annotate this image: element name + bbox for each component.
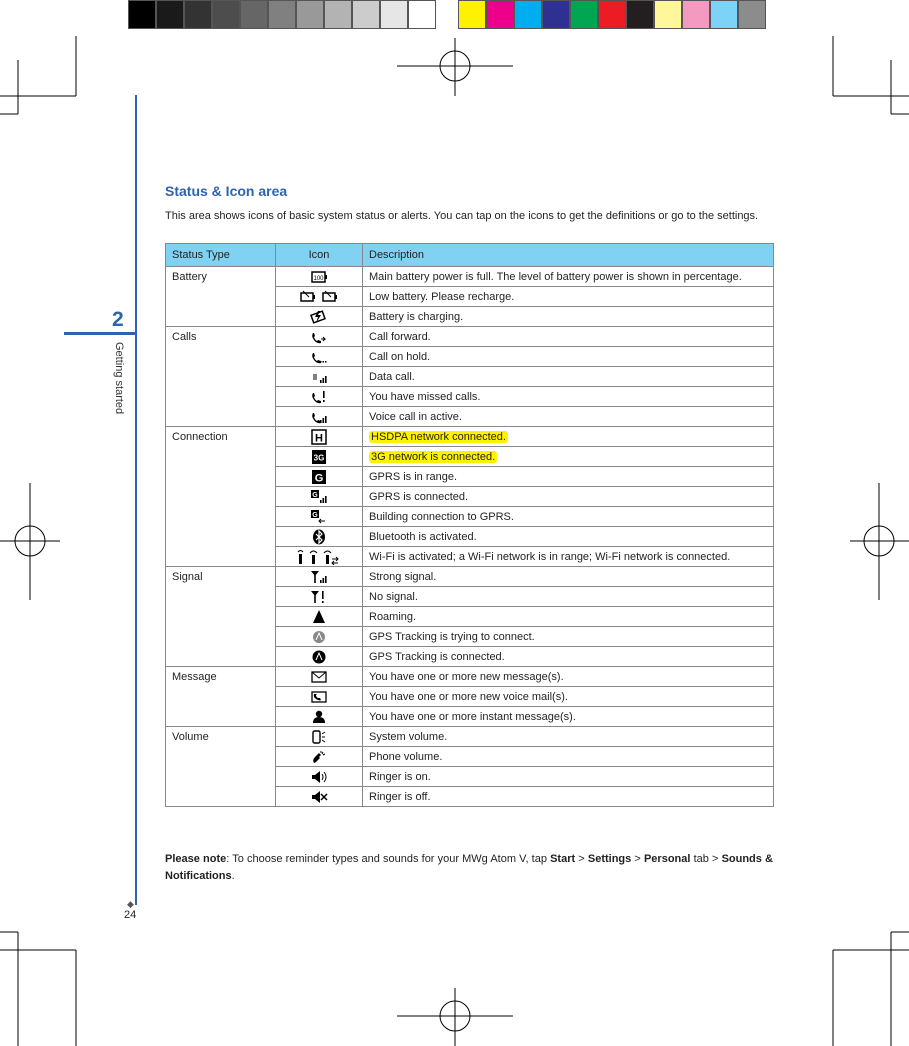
description-text: Ringer is off.: [369, 790, 431, 803]
description-cell: [363, 667, 774, 687]
description-cell: [363, 387, 774, 407]
ringer-on-icon: [276, 767, 363, 787]
table-header-row: [166, 244, 774, 267]
instant-message-icon: [276, 707, 363, 727]
chapter-title: Getting started: [113, 342, 125, 415]
description-cell: [363, 367, 774, 387]
svg-text:H: H: [315, 432, 323, 444]
description-cell: [363, 427, 774, 447]
registration-mark-right: [850, 483, 909, 600]
header-icon: Icon: [276, 244, 363, 267]
description-text: You have one or more new message(s).: [369, 670, 564, 683]
new-message-icon: [276, 667, 363, 687]
battery-charging-icon: [276, 307, 363, 327]
note-separator-1: >: [575, 853, 588, 865]
description-cell: [363, 647, 774, 667]
wifi-icon: [276, 547, 363, 567]
gps-connecting-icon: [276, 627, 363, 647]
registration-mark-bottom: [397, 988, 513, 1046]
header-description: Description: [363, 244, 774, 267]
call-hold-icon: [276, 347, 363, 367]
description-cell: [363, 687, 774, 707]
battery-full-icon: [276, 267, 363, 287]
roaming-icon: [276, 607, 363, 627]
description-text: GPS Tracking is connected.: [369, 650, 505, 663]
3g-icon: [276, 447, 363, 467]
description-text: Main battery power is full. The level of battery power is shown in percentage.: [369, 270, 742, 283]
description-cell: [363, 407, 774, 427]
description-cell: [363, 267, 774, 287]
description-text: Low battery. Please recharge.: [369, 290, 515, 303]
note-sounds: Sounds & Notifications: [165, 853, 773, 882]
description-cell: [363, 347, 774, 367]
description-cell: [363, 627, 774, 647]
chapter-rule: [135, 95, 137, 905]
status-type-cell: Signal: [166, 567, 276, 667]
description-cell: [363, 567, 774, 587]
status-type-cell: Calls: [166, 327, 276, 427]
description-text: Bluetooth is activated.: [369, 530, 477, 543]
description-text: Voice call in active.: [369, 410, 462, 423]
section-title: Status & Icon area: [165, 183, 288, 199]
description-text: Building connection to GPRS.: [369, 510, 514, 523]
description-cell: [363, 327, 774, 347]
description-cell: [363, 787, 774, 807]
system-volume-icon: [276, 727, 363, 747]
voice-mail-icon: [276, 687, 363, 707]
note-start: Start: [550, 853, 576, 865]
note-separator-2: >: [631, 853, 644, 865]
description-text: Roaming.: [369, 610, 417, 623]
note-personal: Personal: [643, 853, 691, 865]
description-cell: [363, 707, 774, 727]
description-text: HSDPA network connected.: [371, 430, 506, 443]
description-text: You have one or more instant message(s).: [369, 710, 576, 723]
phone-volume-icon: [276, 747, 363, 767]
intro-paragraph: This area shows icons of basic system status or alerts. You can tap on the icons to get the definitions or go to the settings.: [165, 210, 759, 222]
description-text: Data call.: [369, 370, 415, 383]
table-row: [166, 427, 774, 447]
header-status-type: Status Type: [166, 244, 276, 267]
note-text-1: : To choose reminder types and sounds for your MWg Atom V, tap: [226, 853, 551, 865]
description-text: 3G network is connected.: [371, 450, 496, 463]
description-cell: [363, 747, 774, 767]
description-cell: [363, 287, 774, 307]
description-cell: [363, 767, 774, 787]
bluetooth-icon: [276, 527, 363, 547]
svg-text:100: 100: [313, 275, 324, 282]
table-row: [166, 327, 774, 347]
registration-mark-left: [0, 483, 60, 600]
call-forward-icon: [276, 327, 363, 347]
svg-text:G: G: [312, 491, 318, 499]
note-end: .: [231, 870, 235, 882]
description-text: GPRS is connected.: [369, 490, 469, 503]
description-text: Phone volume.: [369, 750, 443, 763]
description-text: Call forward.: [369, 330, 431, 343]
table-row: [166, 727, 774, 747]
chapter-number: 2: [112, 308, 124, 331]
description-text: You have missed calls.: [369, 390, 481, 403]
note-text-2: tab >: [690, 853, 722, 865]
table-row: [166, 267, 774, 287]
status-type-cell: Connection: [166, 427, 276, 567]
registration-mark-top: [397, 38, 513, 96]
table-row: [166, 567, 774, 587]
description-text: GPRS is in range.: [369, 470, 458, 483]
svg-text:G: G: [312, 511, 318, 519]
description-cell: [363, 527, 774, 547]
gps-connected-icon: [276, 647, 363, 667]
svg-text:G: G: [314, 472, 324, 484]
description-text: No signal.: [369, 590, 418, 603]
svg-text:3G: 3G: [313, 453, 325, 462]
diamond-icon: ◆: [127, 899, 134, 909]
status-type-cell: Battery: [166, 267, 276, 327]
missed-call-icon: [276, 387, 363, 407]
no-signal-icon: [276, 587, 363, 607]
description-text: System volume.: [369, 730, 448, 743]
description-cell: [363, 547, 774, 567]
description-text: You have one or more new voice mail(s).: [369, 690, 568, 703]
chapter-tab-bar: [64, 332, 136, 335]
ringer-off-icon: [276, 787, 363, 807]
gprs-building-icon: [276, 507, 363, 527]
data-call-icon: [276, 367, 363, 387]
note-settings: Settings: [587, 853, 632, 865]
description-text: Strong signal.: [369, 570, 437, 583]
note-label: Please note: [165, 853, 227, 865]
gprs-range-icon: [276, 467, 363, 487]
description-cell: [363, 727, 774, 747]
hsdpa-icon: [276, 427, 363, 447]
description-text: Ringer is on.: [369, 770, 431, 783]
strong-signal-icon: [276, 567, 363, 587]
description-cell: [363, 507, 774, 527]
description-text: Wi-Fi is activated; a Wi-Fi network is in range; Wi-Fi network is connected.: [369, 550, 731, 563]
description-cell: [363, 487, 774, 507]
description-cell: [363, 587, 774, 607]
page-number: 24: [124, 909, 137, 921]
status-icon-table: [165, 243, 774, 807]
status-type-cell: Message: [166, 667, 276, 727]
description-text: Call on hold.: [369, 350, 431, 363]
description-cell: [363, 467, 774, 487]
description-cell: [363, 307, 774, 327]
voice-call-icon: [276, 407, 363, 427]
description-text: GPS Tracking is trying to connect.: [369, 630, 535, 643]
status-type-cell: Volume: [166, 727, 276, 807]
please-note: [165, 851, 773, 885]
table-row: [166, 667, 774, 687]
description-cell: [363, 607, 774, 627]
description-text: Battery is charging.: [369, 310, 464, 323]
gprs-connected-icon: [276, 487, 363, 507]
description-cell: [363, 447, 774, 467]
battery-low-icon: [276, 287, 363, 307]
